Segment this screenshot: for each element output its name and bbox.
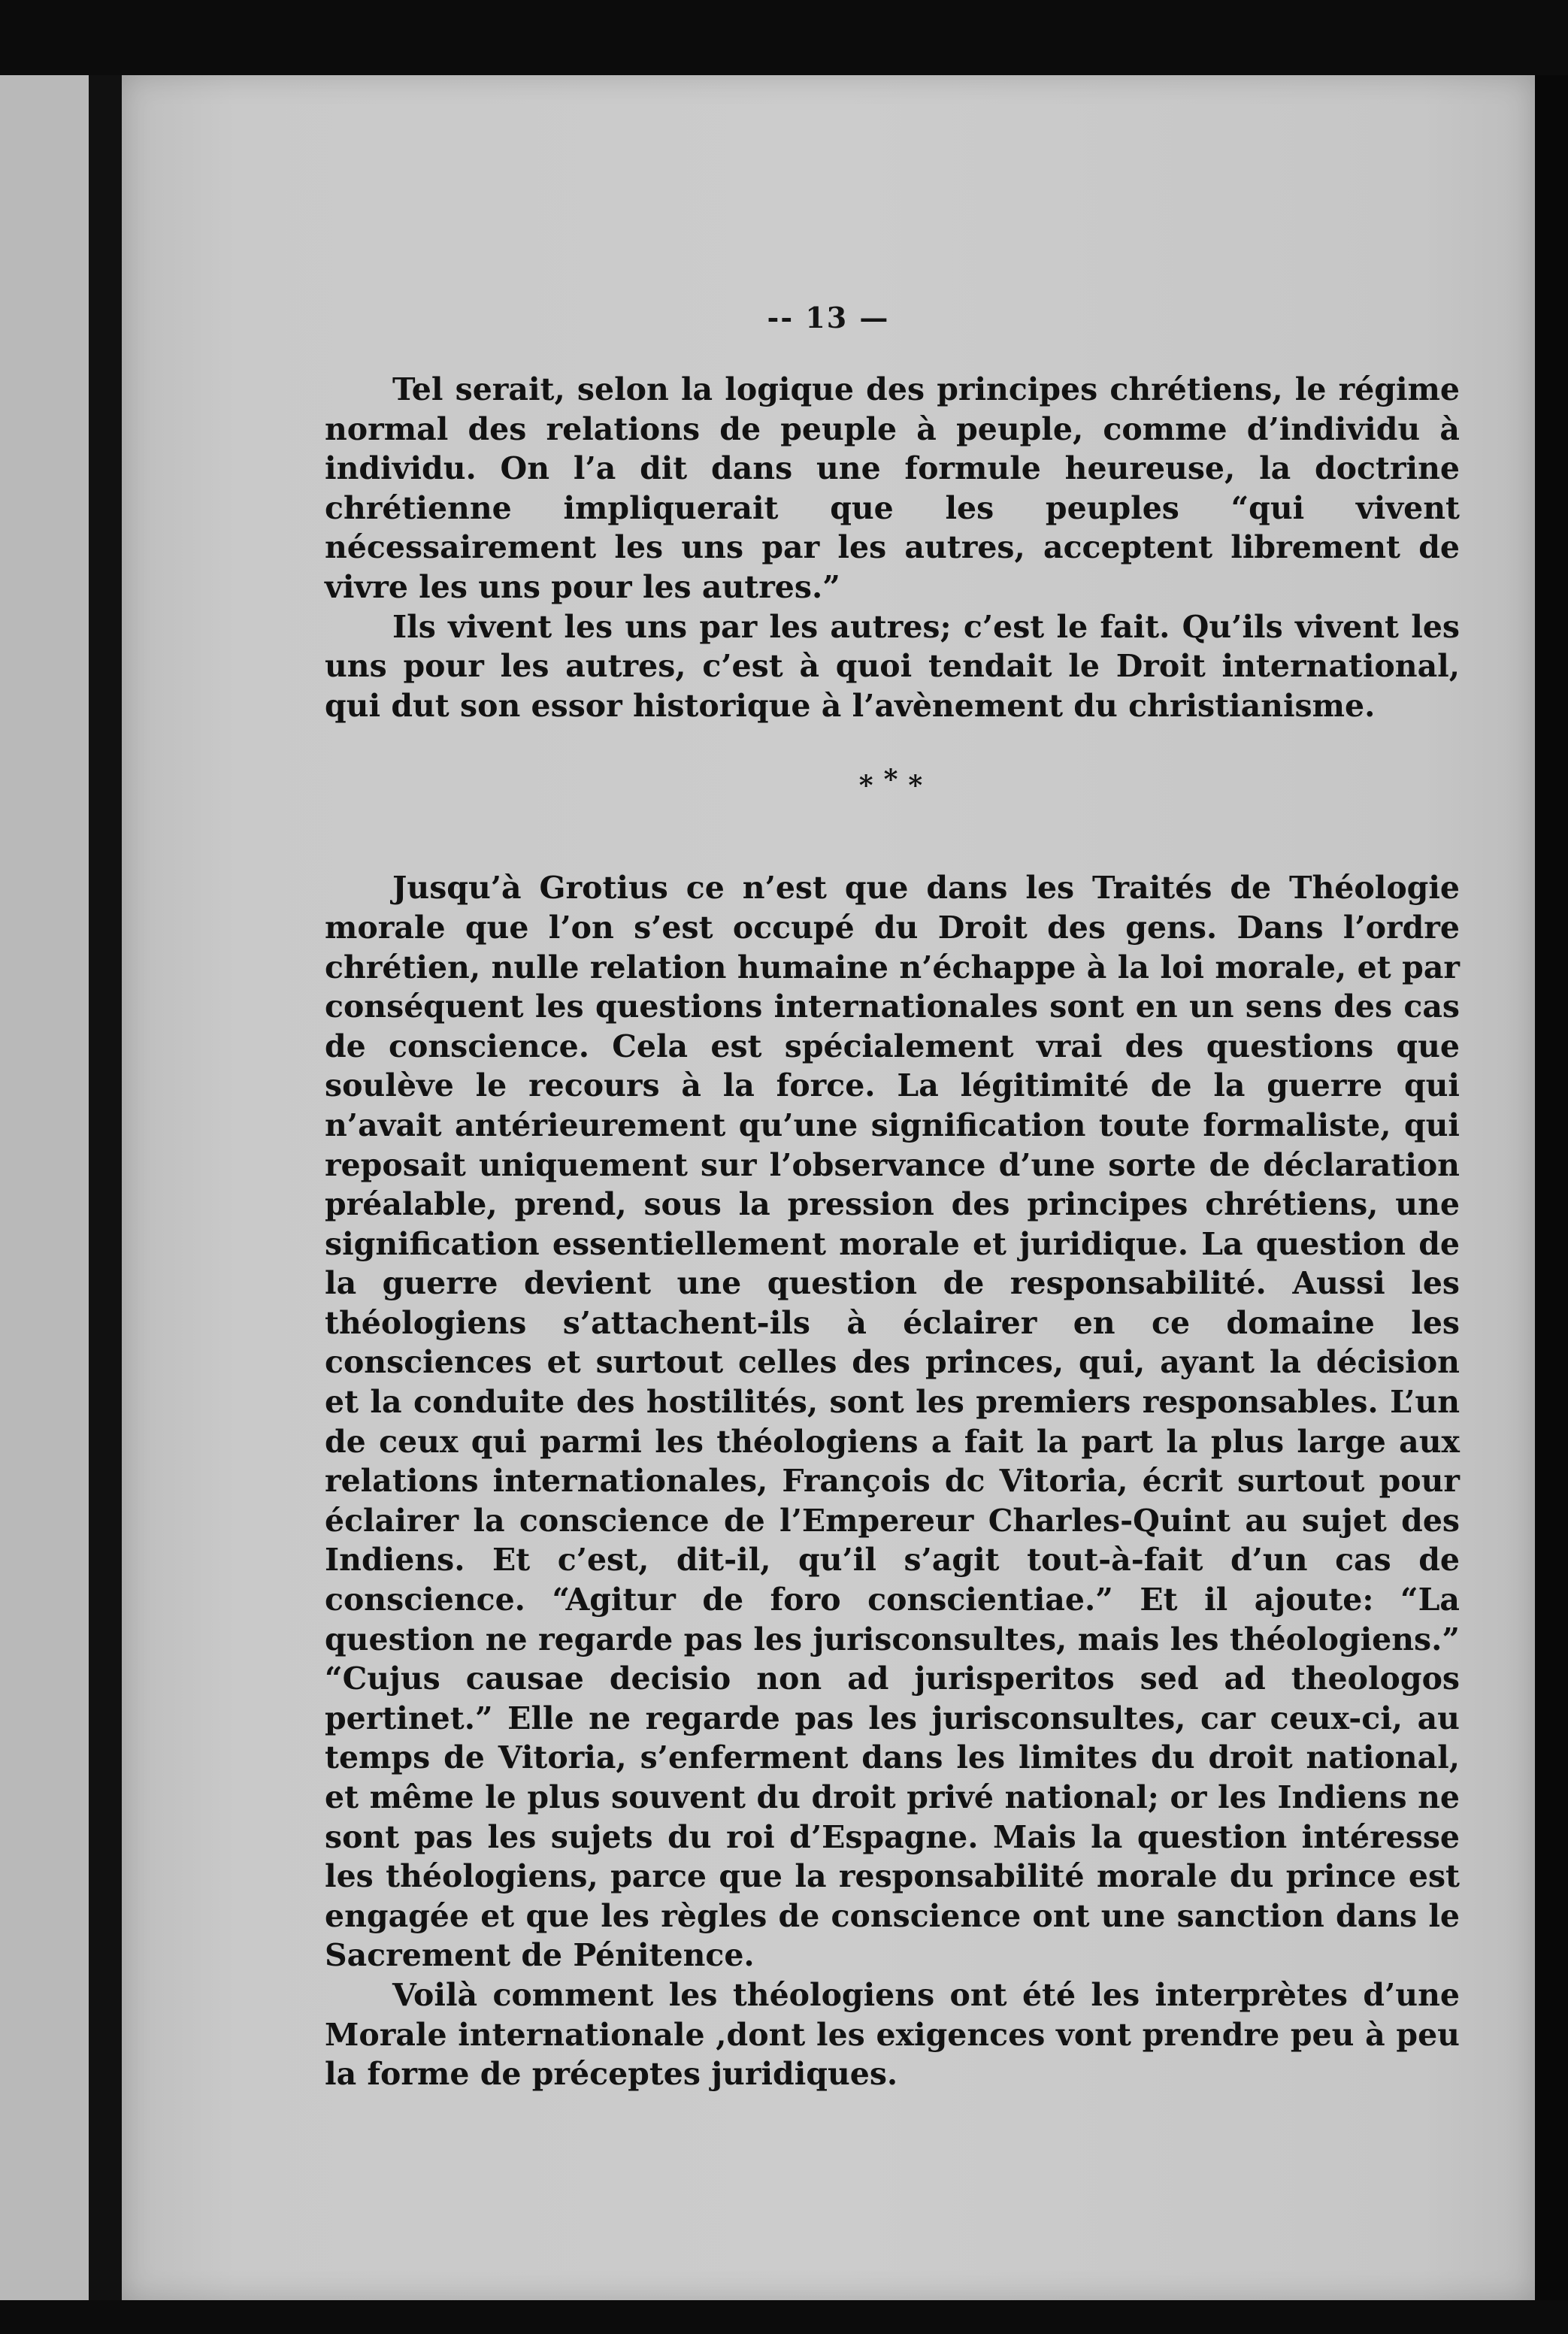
asterisk: * bbox=[883, 764, 909, 796]
paragraph: Voilà comment les théologiens ont été les interprètes d’une Morale internationale ,dont les exigences vont prendre peu à peu la forme de préceptes juridiques. bbox=[325, 1976, 1460, 2093]
section-divider-asterisks bbox=[325, 766, 1460, 805]
page-body bbox=[325, 370, 1460, 2094]
paragraph: Ils vivent les uns par les autres; c’est le fait. Qu’ils vivent les uns pour les autres, c’est à quoi tendait le Droit international, qui dut son essor historique à l’avènement du christianisme. bbox=[325, 608, 1460, 724]
paragraph: Jusqu’à Grotius ce n’est que dans les Traités de Théologie morale que l’on s’est occupé du Droit des gens. Dans l’ordre chrétien, nulle relation humaine n’échappe à la loi morale, et par conséquent les questions internationales sont en un sens des cas de conscience. Cela est spécialement vrai des questions que soulève le recours à la force. La légitimité de la guerre qui n’avait antérieurement qu’une signification toute formaliste, qui reposait uniquement sur l’observance d’une sorte de déclaration préalable, prend, sous la pression des principes chrétiens, une signification essentiellement morale et juridique. La question de la guerre devient une question de responsabilité. Aussi les théologiens s’attachent-ils à éclairer en ce domaine les consciences et surtout celles des princes, qui, ayant la décision et la conduite des hostilités, sont les premiers responsables. L’un de ceux qui parmi les théologiens a fait la part la plus large aux relations internationales, François dc Vitoria, écrit surtout pour éclairer la conscience de l’Empereur Charles-Quint au sujet des Indiens. Et c’est, dit-il, qu’il s’agit tout-à-fait d’un cas de conscience. “Agitur de foro conscientiae.” Et il ajoute: “La question ne regarde pas les jurisconsultes, mais les théologiens.” “Cujus causae decisio non ad jurisperitos sed ad theologos pertinet.” Elle ne regarde pas les jurisconsultes, car ceux-ci, au temps de Vitoria, s’enferment dans les limites du droit national, et même le plus souvent du droit privé national; or les Indiens ne sont pas les sujets du roi d’Espagne. Mais la question intéresse les théologiens, parce que la responsabilité morale du prince est engagée et que les règles de conscience ont une sanction dans le Sacrement de Pénitence. bbox=[325, 870, 1460, 1974]
page-gutter bbox=[89, 75, 123, 2300]
scan-border-right bbox=[1535, 75, 1568, 2300]
adjacent-page-margin bbox=[0, 75, 90, 2300]
asterisk: * bbox=[858, 770, 884, 802]
paragraph: Tel serait, selon la logique des principes chrétiens, le régime normal des relations de peuple à peuple, comme d’individu à individu. On l’a dit dans une formule heureuse, la doctrine chrétienne impliquerait que les peuples “qui vivent nécessairement les uns par les autres, acceptent librement de vivre les uns pour les autres.” bbox=[325, 371, 1460, 605]
page-number: -- 13 — bbox=[767, 301, 890, 335]
book-page bbox=[122, 75, 1535, 2300]
asterisk: * bbox=[908, 770, 934, 802]
